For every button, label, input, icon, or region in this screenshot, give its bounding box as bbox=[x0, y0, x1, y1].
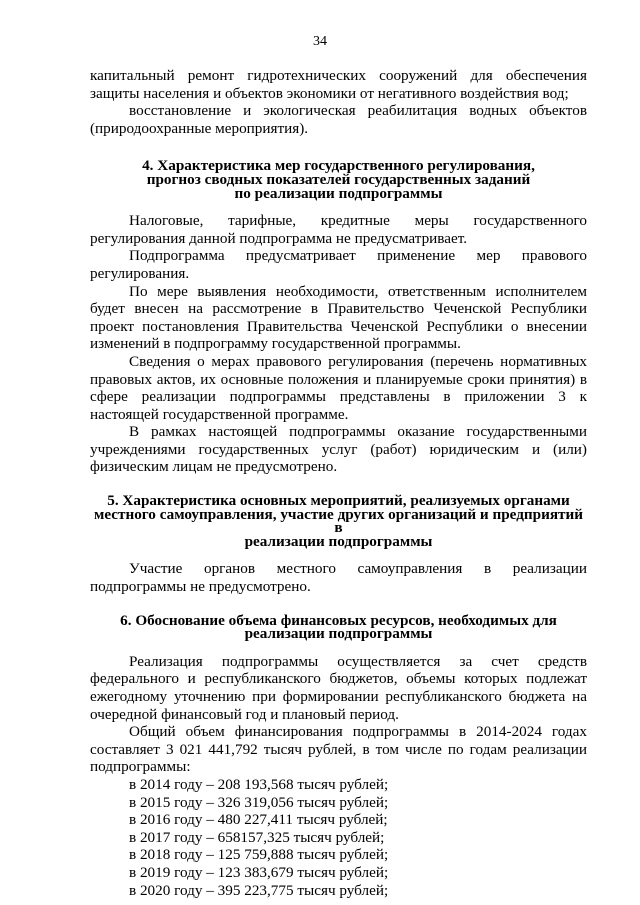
paragraph: Подпрограмма предусматривает применение мер правового регулирования. bbox=[90, 247, 587, 282]
section-5-heading bbox=[90, 494, 587, 548]
funding-by-year-list bbox=[90, 776, 587, 899]
list-item: в 2017 году – 658157,325 тысяч рублей; bbox=[129, 828, 385, 846]
paragraph: Реализация подпрограммы осуществляется за счет средств федерального и республиканского бюджетов, объемы которых подлежат ежегодному уточнению при формировании республиканского бюджета на очередной финансовый год и плановый период. bbox=[90, 652, 587, 723]
heading-line: 6. Обоснование объема финансовых ресурсов, необходимых для bbox=[120, 611, 557, 629]
page-number: 34 bbox=[313, 34, 327, 49]
section-4-heading bbox=[90, 159, 587, 200]
list-item: в 2020 году – 395 223,775 тысяч рублей; bbox=[129, 881, 389, 899]
list-item: в 2019 году – 123 383,679 тысяч рублей; bbox=[129, 863, 389, 881]
paragraph: капитальный ремонт гидротехнических сооружений для обеспечения защиты населения и объектов экономики от негативного воздействия вод; bbox=[90, 67, 587, 102]
heading-line: реализации подпрограммы bbox=[244, 625, 433, 643]
section-6-heading bbox=[90, 611, 587, 643]
paragraph: Общий объем финансирования подпрограммы в 2014-2024 годах составляет 3 021 441,792 тысяч рублей, в том числе по годам реализации подпрограммы: bbox=[90, 723, 587, 776]
paragraph: Налоговые, тарифные, кредитные меры государственного регулирования данной подпрограмма не предусматривает. bbox=[90, 212, 587, 247]
paragraph: восстановление и экологическая реабилитация водных объектов (природоохранные мероприятия). bbox=[90, 102, 587, 137]
heading-line: прогноз сводных показателей государственных заданий bbox=[146, 170, 531, 188]
heading-line: 5. Характеристика основных мероприятий, реализуемых органами bbox=[107, 492, 570, 510]
heading-line: местного самоуправления, участие других организаций и предприятий в bbox=[93, 505, 584, 537]
paragraph: По мере выявления необходимости, ответственным исполнителем будет внесен на рассмотрение в Правительство Чеченской Республики проект постановления Правительства Чеченской Республики о внесении изменений в подпрограмму государственной программы. bbox=[90, 282, 587, 353]
list-item: в 2016 году – 480 227,411 тысяч рублей; bbox=[129, 811, 388, 829]
paragraph: В рамках настоящей подпрограммы оказание государственными учреждениями государственных услуг (работ) юридическим и (или) физическим лицам не предусмотрено. bbox=[90, 423, 587, 476]
list-item: в 2014 году – 208 193,568 тысяч рублей; bbox=[129, 775, 389, 793]
heading-line: реализации подпрограммы bbox=[244, 532, 433, 550]
paragraph: Участие органов местного самоуправления в реализации подпрограммы не предусмотрено. bbox=[90, 560, 587, 596]
heading-line: по реализации подпрограммы bbox=[234, 184, 443, 202]
paragraph: Сведения о мерах правового регулирования (перечень нормативных правовых актов, их основные положения и планируемые сроки принятия) в сфере реализации подпрограммы представлены в приложении 3 к настоящей государственной программе. bbox=[90, 352, 587, 423]
list-item: в 2015 году – 326 319,056 тысяч рублей; bbox=[129, 793, 389, 811]
document-body bbox=[90, 67, 587, 899]
heading-line: 4. Характеристика мер государственного регулирования, bbox=[142, 157, 535, 175]
list-item: в 2018 году – 125 759,888 тысяч рублей; bbox=[129, 846, 389, 864]
